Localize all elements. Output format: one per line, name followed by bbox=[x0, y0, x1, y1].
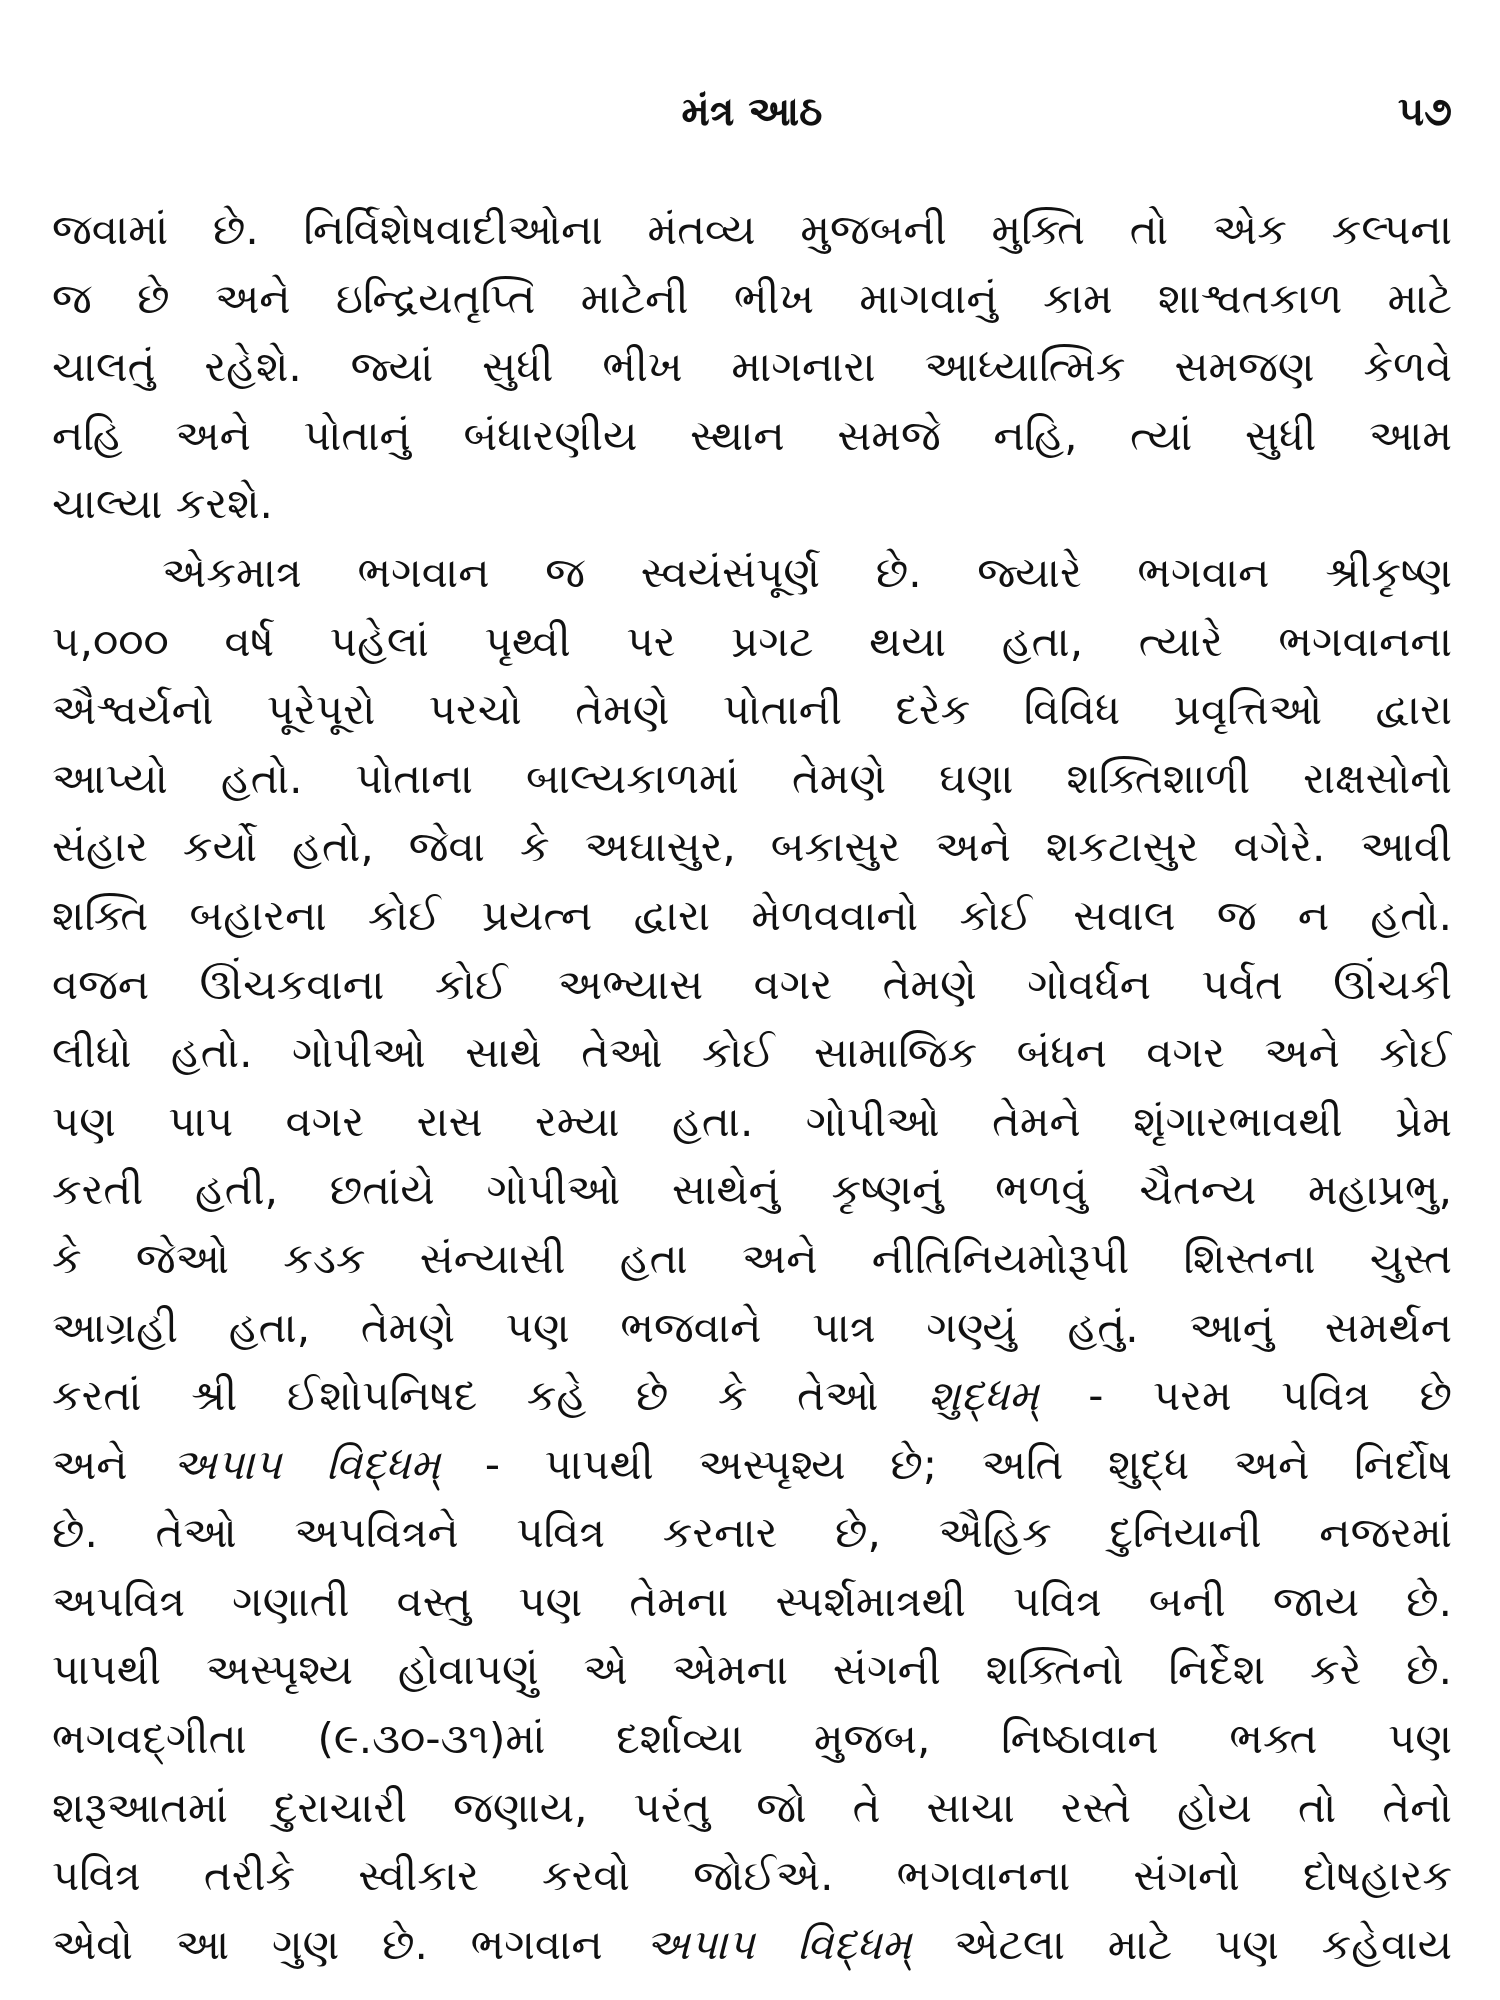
text-line: અને અપાપ વિદ્ધમ્ - પાપથી અસ્પૃશ્ય છે; અતિ શુદ્ધ અને નિર્દોષ bbox=[52, 1439, 1452, 1489]
text-line: નહિ અને પોતાનું બંધારણીય સ્થાન સમજે નહિ, ત્યાં સુધી આમ bbox=[52, 410, 1452, 460]
text-line: પવિત્ર તરીકે સ્વીકાર કરવો જોઈએ. ભગવાનના સંગનો દોષહારક bbox=[52, 1851, 1452, 1901]
chapter-title: મંત્ર આઠ bbox=[681, 89, 823, 135]
italic-term: શુદ્ધમ્ bbox=[927, 1371, 1039, 1421]
text-line: સંહાર કર્યો હતો, જેવા કે અઘાસુર, બકાસુર અને શકટાસુર વગેરે. આવી bbox=[52, 822, 1452, 872]
text-line: આગ્રહી હતા, તેમણે પણ ભજવાને પાત્ર ગણ્યું હતું. આનું સમર્થન bbox=[52, 1302, 1452, 1352]
text-line: અપવિત્ર ગણાતી વસ્તુ પણ તેમના સ્પર્શમાત્રથી પવિત્ર બની જાય છે. bbox=[52, 1576, 1452, 1626]
text-line: ચાલ્યા કરશે. bbox=[52, 479, 273, 529]
body-text bbox=[52, 196, 1452, 1979]
text-line: પણ પાપ વગર રાસ રમ્યા હતા. ગોપીઓ તેમને શૃંગારભાવથી પ્રેમ bbox=[52, 1096, 1452, 1146]
text-line: પાપથી અસ્પૃશ્ય હોવાપણું એ એમના સંગની શક્તિનો નિર્દેશ કરે છે. bbox=[52, 1645, 1452, 1695]
text-line: શક્તિ બહારના કોઈ પ્રયત્ન દ્વારા મેળવવાનો કોઈ સવાલ જ ન હતો. bbox=[52, 890, 1452, 940]
text-line: એવો આ ગુણ છે. ભગવાન અપાપ વિદ્ધમ્ એટલા માટે પણ કહેવાય bbox=[52, 1919, 1452, 1969]
text-line: ભગવદ્ગીતા (૯.૩૦-૩૧)માં દર્શાવ્યા મુજબ, નિષ્ઠાવાન ભક્ત પણ bbox=[52, 1714, 1452, 1764]
text-line: ૫,૦૦૦ વર્ષ પહેલાં પૃથ્વી પર પ્રગટ થયા હતા, ત્યારે ભગવાનના bbox=[52, 616, 1452, 666]
text-line: ચાલતું રહેશે. જ્યાં સુધી ભીખ માગનારા આધ્યાત્મિક સમજણ કેળવે bbox=[52, 342, 1452, 392]
text-line: જ છે અને ઇન્દ્રિયતૃપ્તિ માટેની ભીખ માગવાનું કામ શાશ્વતકાળ માટે bbox=[52, 273, 1452, 323]
text-line: કે જેઓ કડક સંન્યાસી હતા અને નીતિનિયમોરૂપી શિસ્તના ચુસ્ત bbox=[52, 1233, 1452, 1283]
text-line: આપ્યો હતો. પોતાના બાલ્યકાળમાં તેમણે ઘણા શક્તિશાળી રાક્ષસોનો bbox=[52, 753, 1452, 803]
italic-term: અપાપ વિદ્ધમ્ bbox=[172, 1439, 441, 1489]
paragraph-first-line: એકમાત્ર ભગવાન જ સ્વયંસંપૂર્ણ છે. જ્યારે ભગવાન શ્રીકૃષ્ણ bbox=[162, 547, 1452, 597]
running-head bbox=[52, 84, 1452, 140]
text-line: લીધો હતો. ગોપીઓ સાથે તેઓ કોઈ સામાજિક બંધન વગર અને કોઈ bbox=[52, 1028, 1452, 1078]
text-line: જવામાં છે. નિર્વિશેષવાદીઓના મંતવ્ય મુજબની મુક્તિ તો એક કલ્પના bbox=[52, 205, 1452, 254]
text-line: કરતી હતી, છતાંયે ગોપીઓ સાથેનું કૃષ્ણનું ભળવું ચૈતન્ય મહાપ્રભુ, bbox=[52, 1165, 1452, 1215]
text-line: શરૂઆતમાં દુરાચારી જણાય, પરંતુ જો તે સાચા રસ્તે હોય તો તેનો bbox=[52, 1782, 1452, 1832]
page-number: ૫૭ bbox=[1397, 89, 1452, 135]
text-line: કરતાં શ્રી ઈશોપનિષદ કહે છે કે તેઓ શુદ્ધમ્ - પરમ પવિત્ર છે bbox=[52, 1371, 1452, 1421]
italic-term: અપાપ વિદ્ધમ્ bbox=[645, 1919, 912, 1969]
text-line: ઐશ્વર્યનો પૂરેપૂરો પરચો તેમણે પોતાની દરેક વિવિધ પ્રવૃત્તિઓ દ્વારા bbox=[52, 685, 1452, 735]
text-line: વજન ઊંચકવાના કોઈ અભ્યાસ વગર તેમણે ગોવર્ધન પર્વત ઊંચકી bbox=[52, 959, 1452, 1009]
text-line: છે. તેઓ અપવિત્રને પવિત્ર કરનાર છે, ઐહિક દુનિયાની નજરમાં bbox=[52, 1508, 1452, 1558]
